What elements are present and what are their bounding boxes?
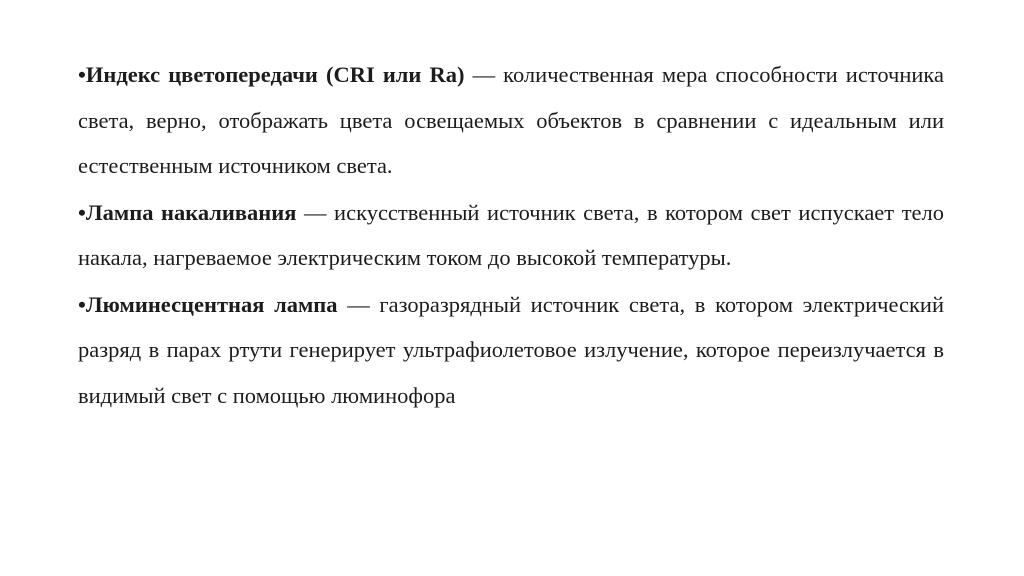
definition-item-fluorescent-lamp [78,282,944,419]
definitions-list [78,52,944,419]
definition-item-incandescent-lamp [78,190,944,281]
term-cri: Индекс цветопередачи (CRI или Ra) [85,62,465,87]
definition-item-cri [78,52,944,189]
term-fluorescent-lamp: Люминесцентная лампа [85,291,338,317]
definition-text-cri: — количественная мера способности источника света, верно, отображать цвета освещаемых объектов в сравнении с идеальным или естественным источником света. [78,62,944,178]
term-incandescent-lamp: Лампа накаливания [85,199,297,225]
bullet: • [78,291,86,317]
bullet: • [78,62,86,87]
definition-text-fluorescent-lamp: — газоразрядный источник света, в котором электрический разряд в парах ртути генерирует ультрафиолетовое излучение, которое переизлучается в видимый свет с помощью люминофора [78,291,944,408]
bullet: • [78,199,86,225]
definition-text-incandescent-lamp: — искусственный источник света, в котором свет испускает тело накала, нагреваемое электрическим током до высокой температуры. [78,199,945,270]
